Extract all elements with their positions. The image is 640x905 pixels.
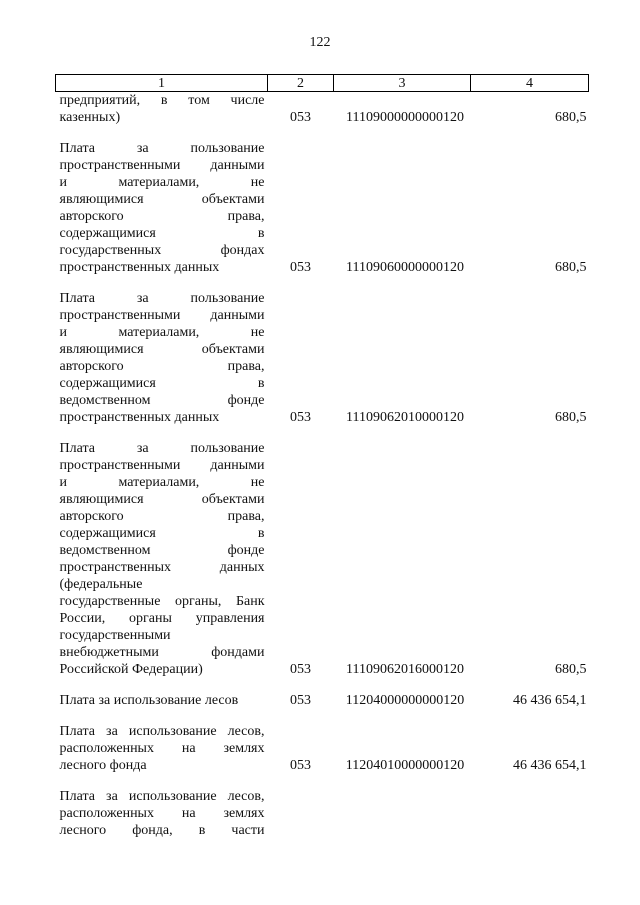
- row-name-line: являющимися объектами: [59, 342, 265, 357]
- row-kbk: 11109060000000120: [346, 260, 464, 275]
- row-gap: [56, 678, 589, 692]
- row-name-line: авторского права,: [59, 359, 265, 374]
- row-kbk: 11109062010000120: [346, 410, 464, 425]
- row-gap: [56, 426, 589, 440]
- row-code: [268, 788, 334, 839]
- page-number: 122: [309, 35, 331, 50]
- row-name-line: ведомственном фонде: [59, 543, 265, 558]
- row-name: [56, 140, 268, 276]
- row-name-line: Плата за использование лесов,: [59, 789, 265, 804]
- header-col-1: 1: [56, 75, 268, 92]
- table-row: [56, 788, 589, 839]
- row-name-line: Плата за пользование: [59, 441, 265, 456]
- row-amount: 46 436 654,1: [513, 693, 587, 708]
- row-name: [56, 788, 268, 839]
- row-name-line: Плата за пользование: [59, 291, 265, 306]
- row-name-line: пространственными данными: [59, 458, 265, 473]
- row-name-line: Российской Федерации): [59, 662, 203, 677]
- row-name-line: России, органы управления: [59, 611, 265, 626]
- row-name-line: и материалами, не: [59, 325, 265, 340]
- table-row: [56, 290, 589, 426]
- header-col-3: 3: [334, 75, 471, 92]
- row-amount: [471, 788, 589, 839]
- table-body: [56, 92, 589, 840]
- table-row: [56, 140, 589, 276]
- row-name-line: и материалами, не: [59, 175, 265, 190]
- row-gap: [56, 709, 589, 723]
- row-name-line: ведомственном фонде: [59, 393, 265, 408]
- row-name-line: и материалами, не: [59, 475, 265, 490]
- row-kbk: [334, 788, 471, 839]
- row-name-line: содержащимися в: [59, 376, 265, 391]
- row-name-line: расположенных на землях: [59, 806, 265, 821]
- row-gap: [56, 276, 589, 290]
- row-name: [56, 440, 268, 678]
- table-row: [56, 692, 589, 709]
- row-name-line: Плата за пользование: [59, 141, 265, 156]
- row-name-line: внебюджетными фондами: [59, 645, 265, 660]
- row-code: 053: [290, 260, 311, 275]
- row-name-line: пространственными данными: [59, 308, 265, 323]
- row-amount: 46 436 654,1: [513, 758, 587, 773]
- row-kbk: 11204000000000120: [345, 693, 465, 708]
- row-name-line: пространственных данных: [59, 560, 265, 575]
- budget-table: [55, 74, 589, 839]
- row-code: 053: [290, 662, 311, 677]
- table-header: [56, 75, 589, 92]
- row-amount: 680,5: [555, 260, 587, 275]
- row-name-line: содержащимися в: [59, 526, 265, 541]
- row-amount: 680,5: [555, 662, 587, 677]
- row-amount: 680,5: [555, 410, 587, 425]
- row-name-line: государственных фондах: [59, 243, 265, 258]
- row-kbk: 11109000000000120: [346, 110, 464, 125]
- row-kbk: 11204010000000120: [345, 758, 465, 773]
- row-name-line: государственные органы, Банк: [59, 594, 265, 609]
- row-name-line: являющимися объектами: [59, 192, 265, 207]
- row-name-line: содержащимися в: [59, 226, 265, 241]
- row-name-line: авторского права,: [59, 509, 265, 524]
- row-name-line: лесного фонда: [59, 758, 147, 773]
- row-name-line: пространственными данными: [59, 158, 265, 173]
- row-name-line: пространственных данных: [59, 260, 220, 275]
- row-name-line: предприятий, в том числе: [59, 93, 265, 108]
- row-name-line: казенных): [59, 110, 121, 125]
- row-name-line: лесного фонда, в части: [59, 823, 265, 838]
- row-code: 053: [290, 110, 311, 125]
- row-name-line: пространственных данных: [59, 410, 220, 425]
- row-code: 053: [290, 693, 311, 708]
- row-name: [56, 723, 268, 774]
- row-name: [56, 92, 268, 127]
- row-name-line: являющимися объектами: [59, 492, 265, 507]
- table-row: [56, 440, 589, 678]
- row-name: [56, 692, 268, 709]
- row-name-line: государственными: [59, 628, 171, 643]
- row-amount: 680,5: [555, 110, 587, 125]
- table-row: [56, 92, 589, 127]
- header-col-4: 4: [471, 75, 589, 92]
- row-gap: [56, 126, 589, 140]
- table-row: [56, 723, 589, 774]
- row-name-line: (федеральные: [59, 577, 143, 592]
- row-name-line: авторского права,: [59, 209, 265, 224]
- row-name-line: Плата за использование лесов,: [59, 724, 265, 739]
- row-name-line: расположенных на землях: [59, 741, 265, 756]
- header-col-2: 2: [268, 75, 334, 92]
- row-code: 053: [290, 410, 311, 425]
- row-name-line: Плата за использование лесов: [59, 693, 239, 708]
- row-kbk: 11109062016000120: [346, 662, 464, 677]
- row-code: 053: [290, 758, 311, 773]
- row-gap: [56, 774, 589, 788]
- row-name: [56, 290, 268, 426]
